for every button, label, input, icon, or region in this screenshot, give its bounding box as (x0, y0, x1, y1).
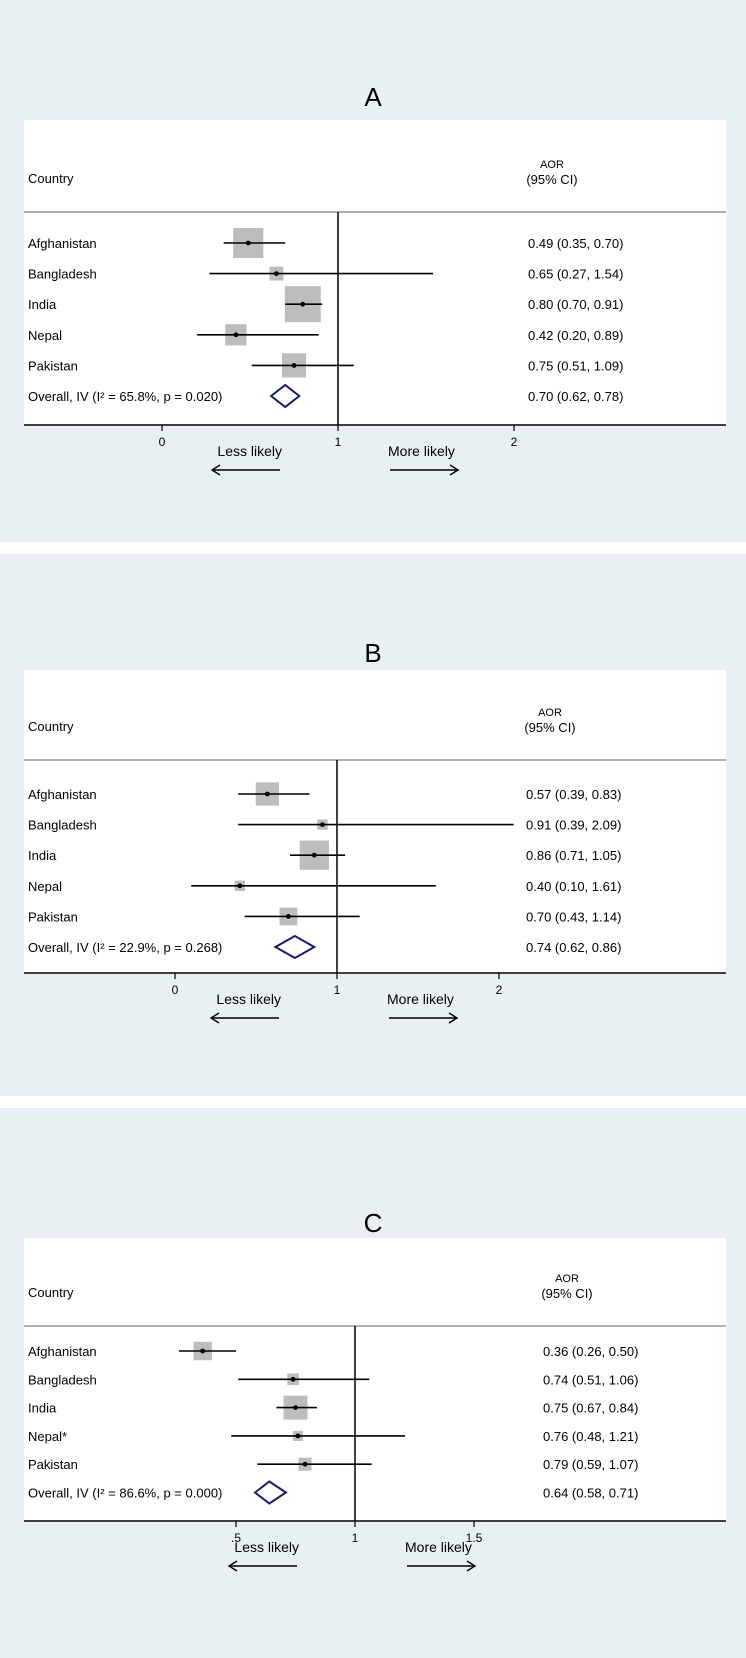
row-label: Bangladesh (28, 817, 97, 833)
x-tick-label: 2 (495, 983, 503, 997)
overall-ci-text: 0.64 (0.58, 0.71) (543, 1485, 639, 1501)
point-estimate (300, 302, 305, 307)
panel-title: B (364, 638, 382, 668)
row-ci-text: 0.70 (0.43, 1.14) (526, 909, 622, 925)
point-estimate (286, 914, 291, 919)
row-label: Pakistan (28, 909, 78, 925)
row-ci-text: 0.40 (0.10, 1.61) (526, 878, 622, 894)
overall-label: Overall, IV (I² = 65.8%, p = 0.020) (28, 389, 223, 404)
panel-b (0, 554, 746, 1096)
header-aor: AOR (555, 1273, 579, 1285)
less-likely-label: Less likely (234, 1539, 299, 1555)
overall-ci-text: 0.74 (0.62, 0.86) (526, 940, 622, 955)
x-tick-label: 0 (158, 435, 166, 449)
row-ci-text: 0.65 (0.27, 1.54) (528, 266, 624, 282)
forest-plot-a (24, 120, 726, 540)
row-label: Pakistan (28, 358, 78, 374)
header-ci: (95% CI) (526, 172, 578, 187)
arrow-right (389, 1013, 457, 1023)
panel-title: A (364, 82, 382, 112)
point-estimate (200, 1349, 205, 1354)
header-country: Country (28, 719, 74, 734)
forest-plot-b (24, 670, 726, 1090)
row-ci-text: 0.49 (0.35, 0.70) (528, 236, 624, 251)
header-aor: AOR (538, 707, 562, 719)
header-aor: AOR (540, 159, 564, 171)
row-label: Afghanistan (28, 787, 97, 802)
point-estimate (234, 332, 239, 337)
plot-area (24, 1238, 726, 1555)
row-ci-text: 0.42 (0.20, 0.89) (528, 327, 624, 343)
arrow-left (212, 465, 280, 475)
row-ci-text: 0.79 (0.59, 1.07) (543, 1457, 639, 1473)
panel-title: C (363, 1208, 383, 1238)
row-label: India (28, 848, 57, 864)
row-label: India (28, 297, 57, 313)
overall-label: Overall, IV (I² = 22.9%, p = 0.268) (28, 940, 223, 955)
header-country: Country (28, 1285, 74, 1300)
less-likely-label: Less likely (217, 443, 282, 459)
panel-divider (0, 1096, 746, 1108)
arrow-left (211, 1013, 279, 1023)
overall-diamond (275, 936, 314, 958)
point-estimate (312, 853, 317, 858)
x-tick-label: 0 (171, 983, 179, 997)
row-label: Bangladesh (28, 266, 97, 282)
row-ci-text: 0.57 (0.39, 0.83) (526, 787, 622, 802)
x-tick-label: .5 (230, 1531, 242, 1545)
x-tick-label: 1 (333, 983, 341, 997)
row-label: Afghanistan (28, 1344, 97, 1359)
row-label: Nepal (28, 327, 62, 343)
less-likely-label: Less likely (216, 991, 281, 1007)
more-likely-label: More likely (387, 991, 454, 1007)
x-tick-label: 1.5 (465, 1531, 483, 1545)
x-tick-label: 2 (510, 435, 518, 449)
point-estimate (291, 1377, 296, 1382)
row-ci-text: 0.75 (0.51, 1.09) (528, 358, 624, 374)
overall-label: Overall, IV (I² = 86.6%, p = 0.000) (28, 1485, 223, 1501)
point-estimate (246, 241, 251, 246)
arrow-right (407, 1561, 475, 1571)
point-estimate (292, 363, 297, 368)
panel-divider (0, 542, 746, 554)
header-ci: (95% CI) (541, 1286, 593, 1301)
point-estimate (295, 1434, 300, 1439)
point-estimate (265, 792, 270, 797)
point-estimate (293, 1405, 298, 1410)
overall-diamond (255, 1482, 286, 1504)
plot-area (24, 120, 726, 459)
point-estimate (274, 271, 279, 276)
x-tick-label: 1 (351, 1531, 359, 1545)
header-country: Country (28, 171, 74, 186)
forest-plot-c (24, 1238, 726, 1658)
point-estimate (303, 1462, 308, 1467)
panel-a (0, 0, 746, 542)
row-ci-text: 0.36 (0.26, 0.50) (543, 1344, 639, 1359)
plot-area (24, 670, 726, 1007)
row-label: Bangladesh (28, 1372, 97, 1388)
row-label: Nepal (28, 878, 62, 894)
row-ci-text: 0.75 (0.67, 0.84) (543, 1400, 639, 1416)
overall-diamond (271, 385, 299, 407)
panel-c (0, 1108, 746, 1652)
row-ci-text: 0.80 (0.70, 0.91) (528, 297, 624, 313)
row-ci-text: 0.91 (0.39, 2.09) (526, 817, 622, 833)
row-ci-text: 0.86 (0.71, 1.05) (526, 848, 622, 864)
header-ci: (95% CI) (524, 720, 576, 735)
row-ci-text: 0.74 (0.51, 1.06) (543, 1372, 639, 1388)
row-label: Afghanistan (28, 236, 97, 251)
row-label: India (28, 1400, 57, 1416)
x-tick-label: 1 (334, 435, 342, 449)
overall-ci-text: 0.70 (0.62, 0.78) (528, 389, 624, 404)
more-likely-label: More likely (388, 443, 455, 459)
point-estimate (237, 883, 242, 888)
arrow-right (390, 465, 458, 475)
more-likely-label: More likely (405, 1539, 472, 1555)
row-label: Pakistan (28, 1457, 78, 1473)
row-ci-text: 0.76 (0.48, 1.21) (543, 1428, 639, 1444)
point-estimate (320, 822, 325, 827)
arrow-left (229, 1561, 297, 1571)
row-label: Nepal* (28, 1428, 68, 1444)
